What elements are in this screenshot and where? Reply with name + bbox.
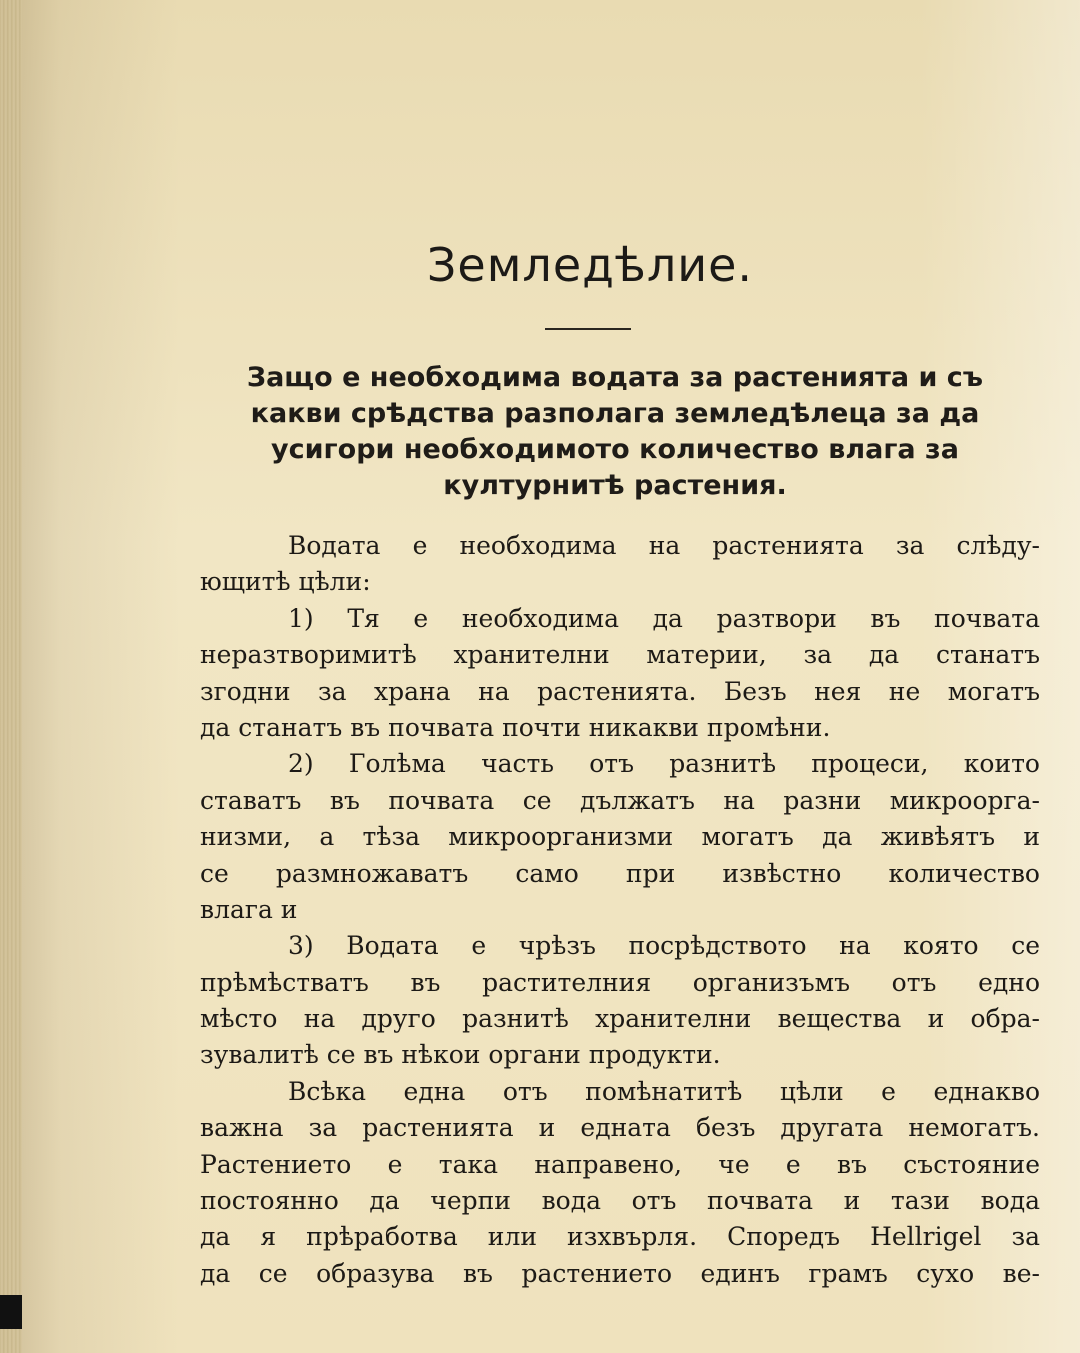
text-line: важна за растенията и едната безъ другата немогатъ.: [200, 1113, 1040, 1143]
text-line: 3) Водата е чрѣзъ посрѣдството на която се: [288, 931, 1040, 961]
page-spine: [0, 0, 22, 1353]
text-line: ющитѣ цѣли:: [200, 567, 371, 597]
scan-corner-mark: [0, 1295, 22, 1329]
section-heading-line: усигори необходимото количество влага за: [271, 434, 959, 465]
text-line: ставатъ въ почвата се дължатъ на разни микроорга-: [200, 785, 1040, 815]
text-line: 1) Тя е необходима да разтвори въ почвата: [288, 603, 1040, 633]
section-heading-line: какви срѣдства разполага земледѣлеца за да: [250, 398, 980, 429]
text-line: 2) Голѣма часть отъ разнитѣ процеси, които: [288, 749, 1040, 779]
section-heading-line: културнитѣ растения.: [443, 470, 787, 501]
text-line: мѣсто на друго разнитѣ хранителни вещества и обра-: [200, 1004, 1040, 1034]
text-line: влага и: [200, 894, 298, 924]
text-line: да станатъ въ почвата почти никакви промѣни.: [200, 712, 831, 742]
body-text: [200, 528, 1040, 1292]
text-line: Растението е така направено, че е въ състояние: [200, 1149, 1040, 1179]
text-line: Водата е необходима на растенията за слѣду-: [288, 531, 1040, 560]
text-line: Всѣка една отъ помѣнатитѣ цѣли е еднакво: [288, 1076, 1040, 1106]
text-line: зувалитѣ се въ нѣкои органи продукти.: [200, 1040, 721, 1070]
title-divider: [545, 328, 631, 330]
text-line: прѣмѣстватъ въ растителния организъмъ отъ едно: [200, 967, 1040, 997]
page-title: Земледѣлие.: [426, 238, 754, 292]
text-line: се размножаватъ само при извѣстно количество: [200, 858, 1040, 888]
text-line: низми, а тѣза микроорганизми могатъ да живѣятъ и: [200, 822, 1040, 852]
section-heading: [195, 360, 1035, 504]
section-heading-line: Защо е необходима водата за растенията и съ: [246, 362, 984, 393]
text-line: неразтворимитѣ хранителни материи, за да станатъ: [200, 640, 1040, 670]
text-line: да се образува въ растението единъ грамъ сухо ве-: [200, 1258, 1040, 1288]
text-line: згодни за храна на растенията. Безъ нея не могатъ: [200, 676, 1040, 706]
text-line: постоянно да черпи вода отъ почвата и тази вода: [200, 1186, 1040, 1216]
text-line: да я прѣработва или изхвърля. Споредъ Hellrigel за: [200, 1222, 1040, 1252]
